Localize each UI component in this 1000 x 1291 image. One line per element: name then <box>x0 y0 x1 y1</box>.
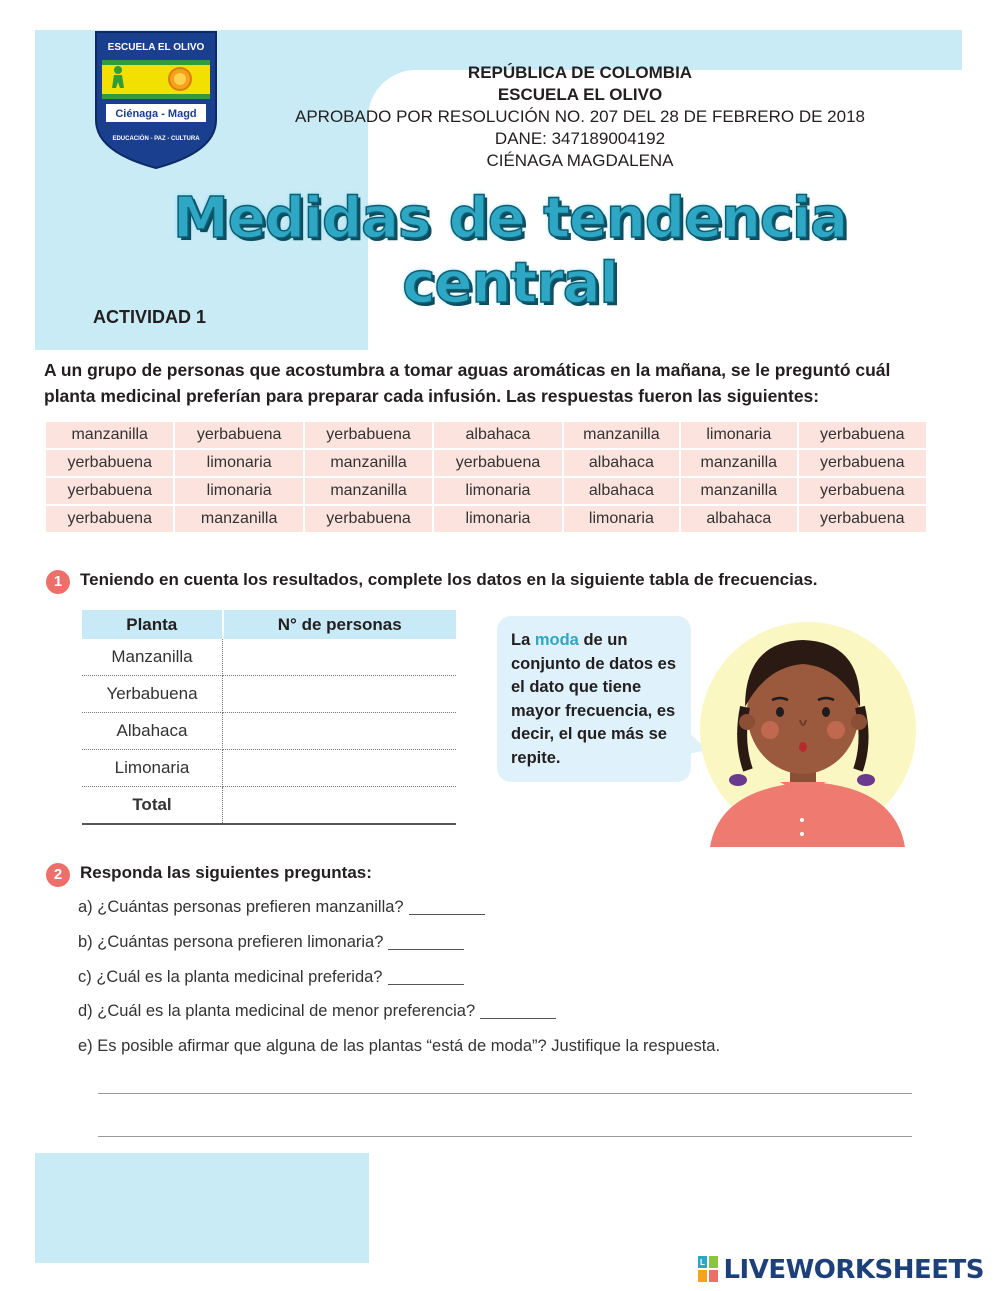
table-row <box>82 750 456 787</box>
live-badge-icon <box>697 1255 719 1283</box>
response-cell: manzanilla <box>304 449 433 477</box>
logo-text: LIVEWORKSHEETS <box>723 1255 984 1285</box>
intro-text: A un grupo de personas que acostumbra a tomar aguas aromáticas en la mañana, se le preguntó cuál planta medicinal preferían para preparar cada infusión. Las respuestas fueron las siguientes: <box>44 360 891 406</box>
response-cell: limonaria <box>433 477 562 505</box>
response-cell: limonaria <box>563 505 680 533</box>
response-cell: yerbabuena <box>304 421 433 449</box>
girl-illustration <box>690 612 920 847</box>
response-cell: yerbabuena <box>798 449 928 477</box>
answer-line-1[interactable] <box>98 1093 912 1094</box>
question-2-badge: 2 <box>46 863 70 887</box>
activity-label: ACTIVIDAD 1 <box>93 307 207 327</box>
liveworksheets-logo <box>697 1255 984 1285</box>
freq-plant-cell: Albahaca <box>82 713 223 750</box>
school-name: ESCUELA EL OLIVO <box>497 85 663 104</box>
city-name: CIÉNAGA MAGDALENA <box>486 151 674 170</box>
response-cell: albahaca <box>563 449 680 477</box>
freq-count-input[interactable] <box>223 676 457 713</box>
response-cell: limonaria <box>433 505 562 533</box>
frequency-table <box>82 610 456 825</box>
dane-code: DANE: 347189004192 <box>494 129 666 148</box>
school-crest <box>92 28 220 170</box>
response-cell: yerbabuena <box>798 477 928 505</box>
crest-bottom-text: EDUCACIÓN - PAZ - CULTURA <box>112 136 200 142</box>
response-cell: albahaca <box>680 505 797 533</box>
answer-line-2[interactable] <box>98 1136 912 1137</box>
crest-middle-text: Ciénaga - Magd <box>115 108 197 120</box>
question-text: d) ¿Cuál es la planta medicinal de menor preferencia? <box>78 1002 476 1020</box>
resolution-text: APROBADO POR RESOLUCIÓN NO. 207 DEL 28 DE FEBRERO DE 2018 <box>295 107 865 126</box>
response-cell: manzanilla <box>680 477 797 505</box>
moda-definition-bubble <box>497 616 691 782</box>
response-cell: albahaca <box>433 421 562 449</box>
crest-top-text: ESCUELA EL OLIVO <box>107 42 205 53</box>
question-item-a <box>78 898 485 917</box>
response-cell: manzanilla <box>304 477 433 505</box>
answer-blank[interactable] <box>409 914 485 915</box>
footer-background <box>35 1153 369 1263</box>
answer-blank[interactable] <box>388 984 464 985</box>
question-item-e <box>78 1037 720 1056</box>
freq-plant-cell: Limonaria <box>82 750 223 787</box>
response-cell: limonaria <box>680 421 797 449</box>
response-cell: yerbabuena <box>433 449 562 477</box>
table-row <box>45 421 927 449</box>
table-row <box>45 477 927 505</box>
freq-count-input[interactable] <box>223 639 457 676</box>
question-text: b) ¿Cuántas persona prefieren limonaria? <box>78 933 384 951</box>
freq-plant-cell: Yerbabuena <box>82 676 223 713</box>
answer-blank[interactable] <box>388 949 464 950</box>
bubble-text-pre: La <box>511 631 535 649</box>
response-cell: yerbabuena <box>45 477 174 505</box>
question-2-text: Responda las siguientes preguntas: <box>80 863 372 882</box>
response-cell: limonaria <box>174 477 303 505</box>
table-row <box>82 676 456 713</box>
response-cell: manzanilla <box>174 505 303 533</box>
response-cell: limonaria <box>174 449 303 477</box>
country-name: REPÚBLICA DE COLOMBIA <box>467 63 693 82</box>
question-item-b <box>78 933 464 952</box>
response-cell: yerbabuena <box>45 505 174 533</box>
table-row-total <box>82 787 456 825</box>
question-item-d <box>78 1002 556 1021</box>
freq-header-count: N° de personas <box>223 610 457 639</box>
table-row <box>45 505 927 533</box>
question-text: c) ¿Cuál es la planta medicinal preferida? <box>78 968 383 986</box>
freq-count-input[interactable] <box>223 750 457 787</box>
response-cell: yerbabuena <box>304 505 433 533</box>
response-cell: yerbabuena <box>174 421 303 449</box>
bubble-highlight: moda <box>534 631 579 649</box>
freq-total-input[interactable] <box>223 787 457 825</box>
response-cell: yerbabuena <box>798 505 928 533</box>
response-cell: albahaca <box>563 477 680 505</box>
school-header <box>260 62 900 172</box>
badge-letter-l: L <box>700 1258 705 1267</box>
response-cell: yerbabuena <box>45 449 174 477</box>
freq-count-input[interactable] <box>223 713 457 750</box>
question-text: e) Es posible afirmar que alguna de las plantas “está de moda”? Justifique la respuesta. <box>78 1037 721 1055</box>
responses-table <box>44 420 928 534</box>
response-cell: manzanilla <box>680 449 797 477</box>
table-row <box>82 639 456 676</box>
question-item-c <box>78 968 464 987</box>
response-cell: manzanilla <box>563 421 680 449</box>
page-title: Medidas de tendencia central <box>173 186 847 316</box>
question-1-text: Teniendo en cuenta los resultados, complete los datos en la siguiente tabla de frecuencias. <box>80 570 818 589</box>
answer-blank[interactable] <box>480 1018 556 1019</box>
question-1-badge: 1 <box>46 570 70 594</box>
question-text: a) ¿Cuántas personas prefieren manzanilla? <box>78 898 404 916</box>
response-cell: yerbabuena <box>798 421 928 449</box>
table-row <box>82 713 456 750</box>
response-cell: manzanilla <box>45 421 174 449</box>
freq-plant-cell: Manzanilla <box>82 639 223 676</box>
table-row <box>45 449 927 477</box>
freq-header-plant: Planta <box>82 610 223 639</box>
freq-total-label: Total <box>82 787 223 825</box>
bubble-text-post: de un conjunto de datos es el dato que tiene mayor frecuencia, es decir, el que más se repite. <box>511 631 677 767</box>
